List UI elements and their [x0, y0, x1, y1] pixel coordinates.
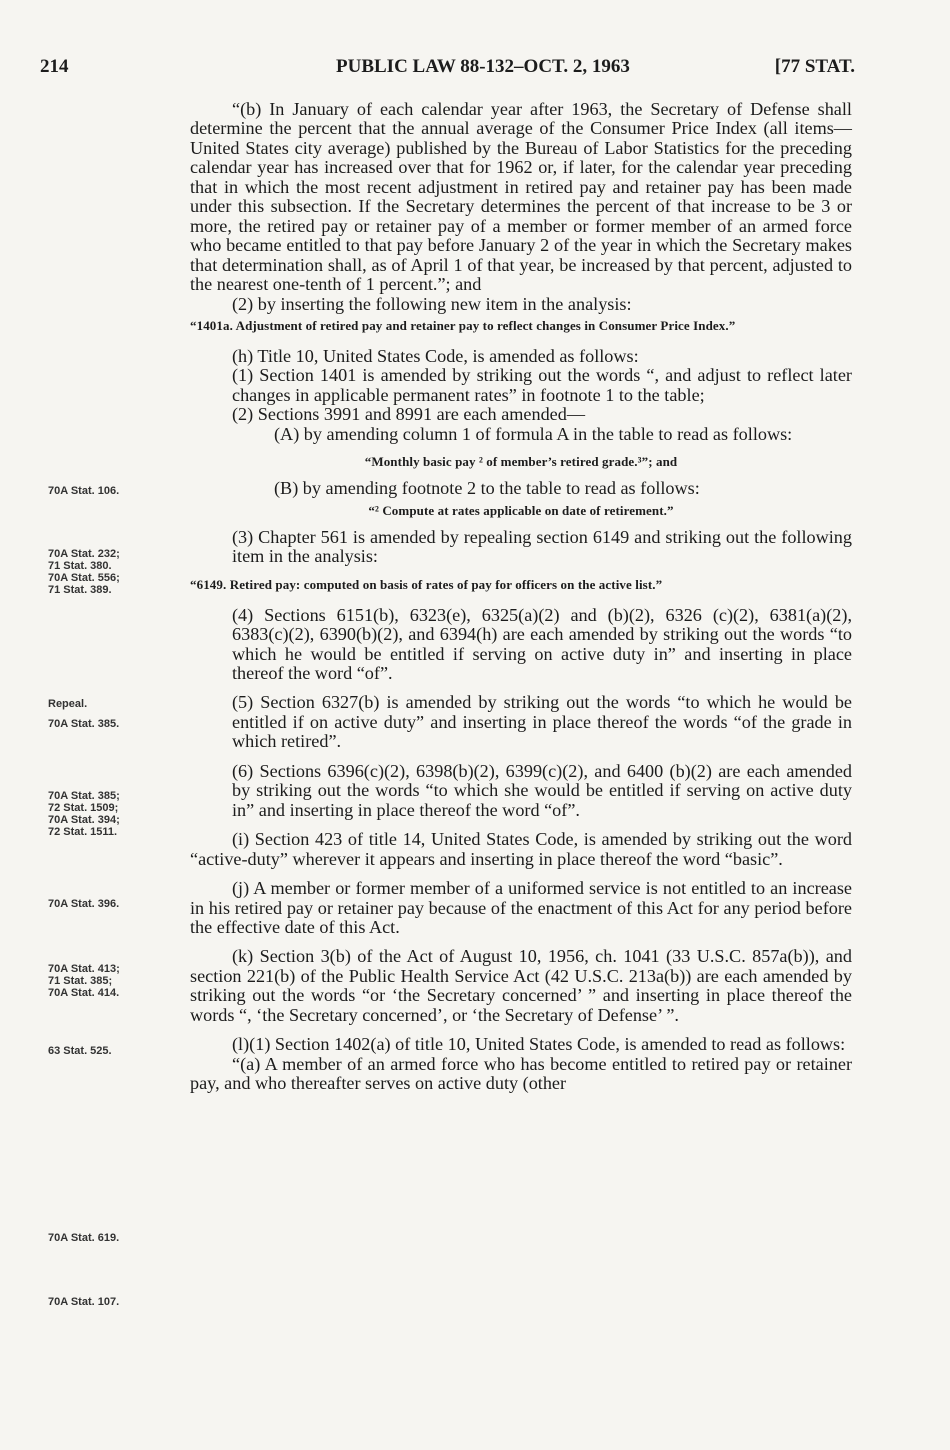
- margin-note: 70A Stat. 619.: [48, 1232, 120, 1244]
- document-body: [190, 100, 852, 1094]
- margin-note: 70A Stat. 413; 71 Stat. 385; 70A Stat. 414.: [48, 963, 120, 999]
- statute-reference: [77 STAT.: [774, 56, 855, 77]
- margin-note: 70A Stat. 385; 72 Stat. 1509; 70A Stat. 394; 72 Stat. 1511.: [48, 790, 120, 838]
- margin-note: 70A Stat. 107.: [48, 1296, 120, 1308]
- footnote-text: “² Compute at rates applicable on date of retirement.”: [368, 502, 674, 518]
- analysis-item-1401a: “1401a. Adjustment of retired pay and retainer pay to reflect changes in Consumer Price Index.”: [190, 317, 736, 333]
- paragraph-h: (h) Title 10, United States Code, is amended as follows:: [232, 345, 639, 366]
- paragraph-i: (i) Section 423 of title 14, United States Code, is amended by striking out the word “active-duty” wherever it appears and inserting in place thereof the word “basic”.: [190, 829, 852, 869]
- paragraph-k: (k) Section 3(b) of the Act of August 10, 1956, ch. 1041 (33 U.S.C. 857a(b)), and section 221(b) of the Public Health Service Act (42 U.S.C. 213a(b)) are each amended by striking out the words “or ‘the Secretary concerned’ ” and inserting in place thereof the words “, ‘the Secretary concerned’, or ‘the Secretary of Defense’ ”.: [190, 946, 852, 1025]
- margin-note: 70A Stat. 232; 71 Stat. 380. 70A Stat. 556; 71 Stat. 389.: [48, 548, 120, 596]
- paragraph-h-1: (1) Section 1401 is amended by striking out the words “, and adjust to reflect later changes in applicable permanent rates” in footnote 1 to the table;: [232, 365, 852, 405]
- margin-note: Repeal. 70A Stat. 385.: [48, 698, 120, 730]
- paragraph-h-3: (3) Chapter 561 is amended by repealing section 6149 and striking out the following item in the analysis:: [232, 526, 852, 567]
- paragraph-h-6: (6) Sections 6396(c)(2), 6398(b)(2), 6399(c)(2), and 6400 (b)(2) are each amended by striking out the words “to which she would be entitled if serving on active duty in” and inserting in place thereof the word “of”.: [232, 760, 852, 820]
- margin-note: 70A Stat. 396.: [48, 898, 120, 910]
- paragraph-h-4: (4) Sections 6151(b), 6323(e), 6325(a)(2) and (b)(2), 6326 (c)(2), 6381(a)(2), 6383(c)(2), 6390(b)(2), and 6394(h) are each amended by striking out the words “to which he would be entitled if serving on active duty in” and inserting in place thereof the word “of”.: [232, 604, 852, 683]
- paragraph-h-5: (5) Section 6327(b) is amended by striking out the words “to which he would be entitled if on active duty” and inserting in place thereof the words “of the grade in which retired”.: [232, 692, 852, 752]
- paragraph-h-2-B: (B) by amending footnote 2 to the table to read as follows:: [274, 478, 700, 499]
- paragraph-h-2: (2) Sections 3991 and 8991 are each amended—: [232, 404, 586, 425]
- analysis-item-6149: “6149. Retired pay: computed on basis of rates of pay for officers on the active list.”: [190, 576, 663, 592]
- margin-note: 63 Stat. 525.: [48, 1045, 112, 1057]
- running-title: PUBLIC LAW 88-132–OCT. 2, 1963: [336, 56, 630, 77]
- margin-note: 70A Stat. 106.: [48, 485, 120, 497]
- page-header: [40, 56, 855, 86]
- paragraph-b: “(b) In January of each calendar year after 1963, the Secretary of Defense shall determine the percent that the annual average of the Consumer Price Index (all items—United States city average) published by the Bureau of Labor Statistics for the preceding calendar year has increased over that for 1962 or, if later, for the calendar year preceding that in which the most recent adjustment in retired pay and retainer pay has been made under this subsection. If the Secretary determines the percent of that increase to be 3 or more, the retired pay or retainer pay of a member or former member of an armed force who became entitled to that pay before January 2 of the year in which the Secretary makes that determination shall, as of April 1 of that year, be increased by that percent, adjusted to the nearest one-tenth of 1 percent.”; and: [190, 99, 852, 295]
- paragraph-2: (2) by inserting the following new item in the analysis:: [232, 293, 632, 314]
- formula-column-text: “Monthly basic pay ² of member’s retired grade.³”; and: [364, 454, 678, 470]
- paragraph-j: (j) A member or former member of a uniformed service is not entitled to an increase in his retired pay or retainer pay because of the enactment of this Act for any period before the effective date of this Act.: [190, 878, 852, 937]
- paragraph-h-2-A: (A) by amending column 1 of formula A in the table to read as follows:: [274, 423, 793, 444]
- paragraph-l-1: (l)(1) Section 1402(a) of title 10, United States Code, is amended to read as follows:: [232, 1034, 846, 1055]
- paragraph-l-1-a: “(a) A member of an armed force who has become entitled to retired pay or retainer pay, and who thereafter serves on active duty (other: [190, 1053, 852, 1094]
- page-number: 214: [40, 56, 69, 77]
